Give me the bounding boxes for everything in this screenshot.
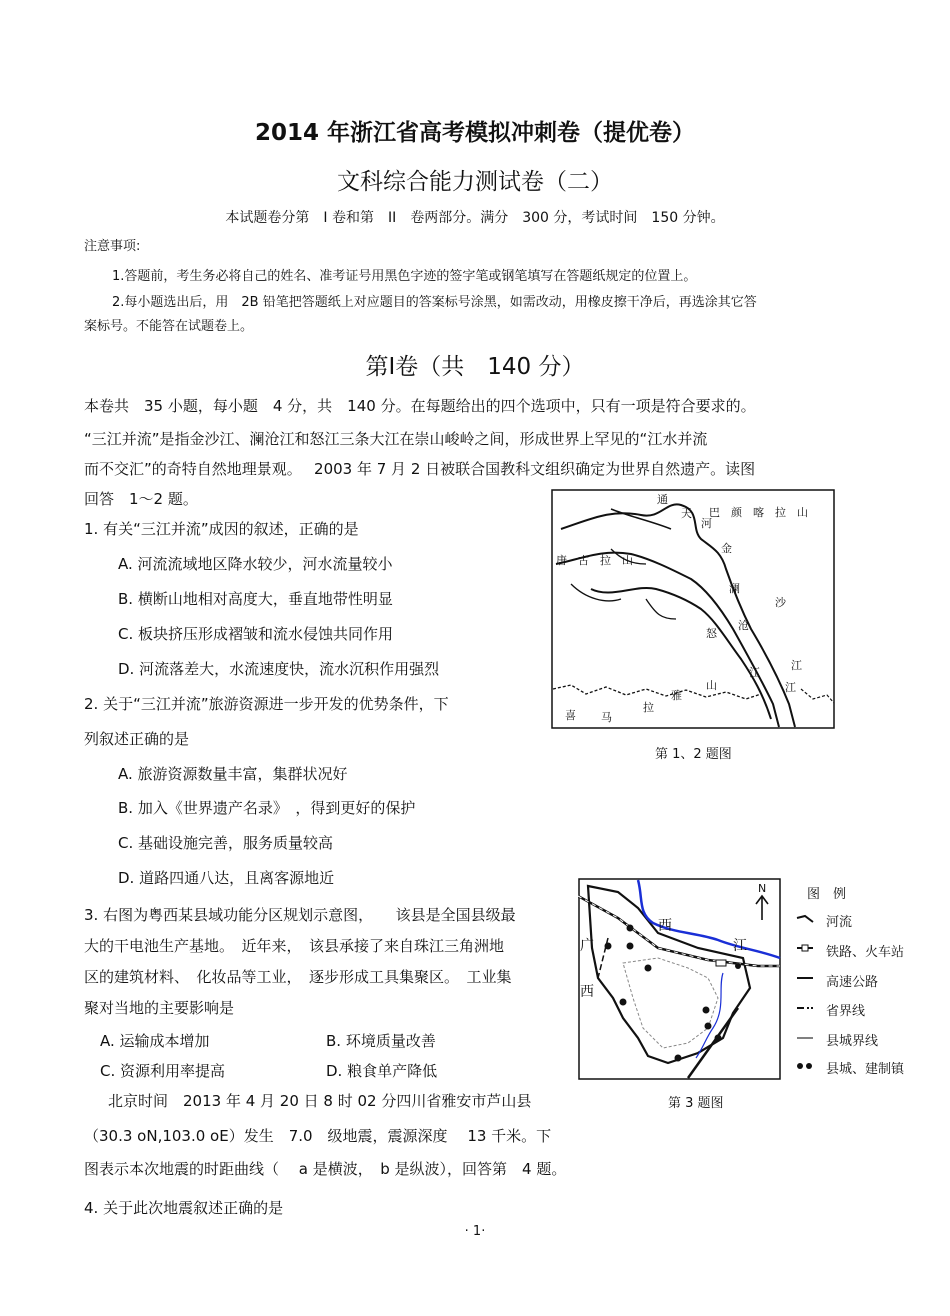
q2-option-d: D. 道路四通八达，且离客源地近 (118, 869, 335, 887)
q4-stem: 4. 关于此次地震叙述正确的是 (84, 1199, 284, 1217)
label-tong: 通 (657, 493, 668, 506)
q2-stem-line2: 列叙述正确的是 (84, 730, 190, 748)
q3-option-d: D. 粮食单产降低 (326, 1062, 438, 1080)
label-bayankala: 巴 颜 喀 拉 山 (709, 506, 808, 519)
passage4-line3: 图表示本次地震的时距曲线（ a 是横波， b 是纵波），回答第 4 题。 (84, 1160, 567, 1178)
map-label-xi-top: 西 (658, 918, 672, 934)
map-label-guang: 广 (580, 938, 594, 954)
passage1-line1: “三江并流”是指金沙江、澜沧江和怒江三条大江在崇山峻岭之间，形成世界上罕见的“江水并流 (84, 430, 708, 448)
label-sha: 沙 (775, 596, 786, 609)
label-jiang1: 江 (791, 659, 802, 672)
legend-county-line: 县城界线 (826, 1034, 879, 1049)
q2-option-a: A. 旅游资源数量丰富，集群状况好 (118, 765, 348, 783)
figure-three-rivers-map (551, 489, 835, 729)
figure3-caption: 第 3 题图 (668, 1096, 724, 1111)
legend-province-line: 省界线 (826, 1004, 866, 1019)
passage4-line2: （30.3 oN,103.0 oE）发生 7.0 级地震，震源深度 13 千米。下 (84, 1127, 552, 1145)
legend-highway: 高速公路 (826, 975, 879, 990)
q3-line2: 大的干电池生产基地。 近年来， 该县承接了来自珠江三角洲地 (84, 937, 505, 955)
label-shan: 山 (706, 679, 717, 692)
label-tanggula: 唐 古 拉 山 (556, 554, 633, 567)
page-number: · 1· (464, 1224, 486, 1239)
figure-county-map (578, 878, 781, 1080)
legend-railway: 铁路、火车站 (826, 945, 905, 960)
label-ya: 雅 (671, 689, 682, 702)
q1-stem: 1. 有关“三江并流”成因的叙述，正确的是 (84, 520, 359, 538)
exam-title: 2014 年浙江省高考模拟冲刺卷（提优卷） (254, 120, 696, 146)
town-symbol-icon (797, 1063, 803, 1069)
label-la: 拉 (643, 701, 654, 714)
river-symbol-icon (797, 916, 813, 922)
notice-item-1: 1.答题前，考生务必将自己的姓名、准考证号用黑色字迹的签字笔或钢笔填写在答题纸规定的位置上。 (112, 269, 697, 284)
label-ma: 马 (601, 711, 612, 724)
legend-title: 图 例 (807, 887, 847, 902)
figure1-caption: 第 1、2 题图 (655, 747, 732, 762)
q3-line1: 3. 右图为粤西某县域功能分区规划示意图， 该县是全国县级最 (84, 906, 516, 924)
north-label: N (758, 882, 767, 895)
map-label-jiang: 江 (733, 938, 747, 954)
label-nu: 怒 (706, 627, 717, 640)
label-xi: 喜 (565, 709, 576, 722)
label-lan: 澜 (729, 582, 740, 595)
q3-line3: 区的建筑材料、 化妆品等工业， 逐步形成工具集聚区。 工业集 (84, 968, 512, 986)
label-tian: 天 (681, 507, 692, 520)
legend-town: 县城、建制镇 (826, 1062, 905, 1077)
passage1-line3: 回答 1～2 题。 (84, 490, 198, 508)
q1-option-a: A. 河流流域地区降水较少，河水流量较小 (118, 555, 393, 573)
q1-option-d: D. 河流落差大，水流速度快，流水沉积作用强烈 (118, 660, 440, 678)
label-jiang2: 江 (749, 666, 760, 679)
exam-subtitle: 文科综合能力测试卷（二） (337, 169, 613, 195)
legend-river: 河流 (826, 915, 853, 930)
passage4-line1: 北京时间 2013 年 4 月 20 日 8 时 02 分四川省雅安市芦山县 (108, 1092, 532, 1110)
q3-option-b: B. 环境质量改善 (326, 1032, 436, 1050)
notice-item-2-line1: 2.每小题选出后，用 2B 铅笔把答题纸上对应题目的答案标号涂黑，如需改动，用橡皮擦干净后，再选涂其它答 (112, 295, 757, 310)
q2-stem-line1: 2. 关于“三江并流”旅游资源进一步开发的优势条件，下 (84, 695, 449, 713)
q3-option-a: A. 运输成本增加 (100, 1032, 210, 1050)
label-jiang3: 江 (785, 681, 796, 694)
section-heading: 第Ⅰ卷（共 140 分） (365, 354, 585, 380)
label-cang: 沧 (738, 619, 749, 632)
label-jin: 金 (721, 542, 732, 555)
notice-heading: 注意事项: (84, 239, 141, 254)
section-description: 本卷共 35 小题，每小题 4 分，共 140 分。在每题给出的四个选项中，只有一项是符合要求的。 (84, 397, 756, 415)
q1-option-b: B. 横断山地相对高度大，垂直地带性明显 (118, 590, 393, 608)
exam-intro: 本试题卷分第 I 卷和第 II 卷两部分。满分 300 分，考试时间 150 分钟。 (225, 210, 725, 226)
q1-option-c: C. 板块挤压形成褶皱和流水侵蚀共同作用 (118, 625, 394, 643)
q3-line4: 聚对当地的主要影响是 (84, 999, 235, 1017)
q2-option-c: C. 基础设施完善，服务质量较高 (118, 834, 334, 852)
legend-symbols (795, 912, 815, 1077)
q3-option-c: C. 资源利用率提高 (100, 1062, 226, 1080)
label-he: 河 (701, 517, 712, 530)
map-label-xi-left: 西 (580, 984, 594, 1000)
passage1-line2: 而不交汇”的奇特自然地理景观。 2003 年 7 月 2 日被联合国教科文组织确定为世界自然遗产。读图 (84, 460, 756, 478)
q2-option-b: B. 加入《世界遗产名录》 ，得到更好的保护 (118, 799, 416, 817)
notice-item-2-line2: 案标号。不能答在试题卷上。 (84, 319, 254, 334)
